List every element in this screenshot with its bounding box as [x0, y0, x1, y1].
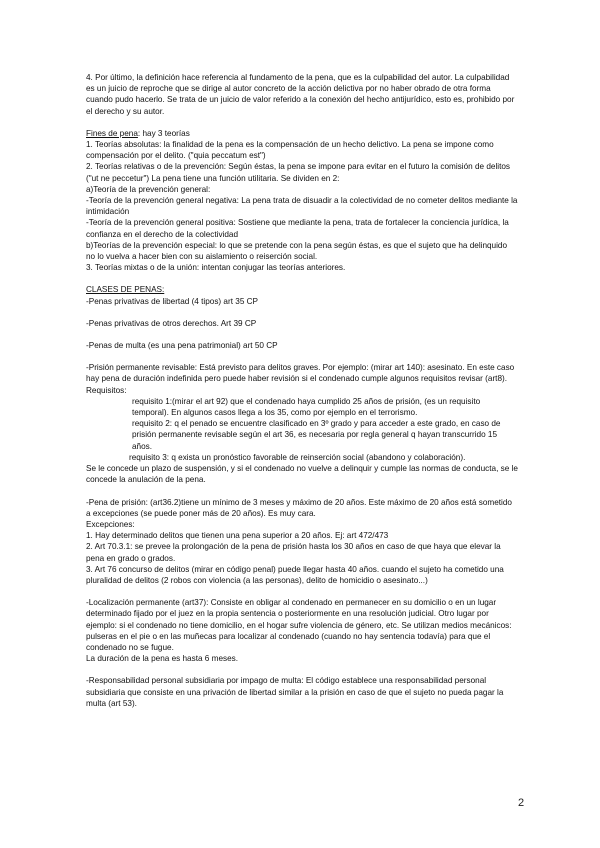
- theory-general-prevention: a)Teoría de la prevención general:: [86, 184, 211, 194]
- page-number: 2: [518, 797, 525, 809]
- requisito-2: requisito 2: q el penado se encuentre clasificado en 3º grado y para acceder a este grado, en caso de prisión permanente revisable según el art 36, es necesaria por regla general q hayan transcurrido 15 años.: [132, 419, 501, 451]
- requisito-3: requisito 3: q exista un pronóstico favorable de reinserción social (abandono y colaboración).: [129, 452, 466, 462]
- responsabilidad-subsidiaria: -Responsabilidad personal subsidiaria por impago de multa: El código establece una responsabilidad personal subsidiaria que consiste en una privación de libertad similar a la prisión en caso de que el sujeto no pueda pagar la multa (art 53).: [86, 676, 504, 708]
- theory-relative: 2. Teorías relativas o de la prevención: Según éstas, la pena se impone para evitar en el futuro la comisión de delitos ("ut ne peccetur") La pena tiene una función utilitaria. Se dividen en 2:: [86, 162, 511, 183]
- theory-general-positive: -Teoría de la prevención general positiva: Sostiene que mediante la pena, trata de fortalecer la conciencia jurídica, la confianza en el derecho de la colectividad: [86, 218, 509, 239]
- excepcion-2: 2. Art 70.3.1: se prevee la prolongación de la pena de prisión hasta los 30 años en caso de que haya que elevar la pena en grado o grados.: [86, 542, 501, 563]
- theory-absolute: 1. Teorías absolutas: la finalidad de la pena es la compensación de un hecho delictivo. La pena se impone como compensación por el delito. ("quia peccatum est"): [86, 140, 494, 161]
- clases-heading: CLASES DE PENAS:: [86, 285, 165, 295]
- fines-heading-line: [86, 128, 518, 139]
- excepciones-label: Excepciones:: [86, 519, 135, 529]
- requisito-1: requisito 1:(mirar el art 92) que el condenado haya cumplido 25 años de prisión, (es un requisito temporal). En algunos casos llega a los 35, como por ejemplo en el terrorismo.: [132, 396, 481, 418]
- localizacion-intro: -Localización permanente (art37): Consiste en obligar al condenado en permanecer en su domicilio o en un lugar determinado fijado por el juez en la propia sentencia o posteriormente en una resolución judicial. Otro lugar por ejemplo: si el condenado no tiene domicilio, en el hogar sufre violencia de género, etc. Se utilizan medios mecánicos: pulseras en el pie o en las muñecas para localizar al condenado (cuando no hay sentencia todavía) para que el condenado no se fugue.: [86, 598, 512, 652]
- theory-mixed: 3. Teorías mixtas o de la unión: intentan conjugar las teorías anteriores.: [86, 263, 346, 273]
- fines-heading: Fines de pena: [86, 128, 138, 138]
- excepcion-1: 1. Hay determinado delitos que tienen una pena superior a 20 años. Ej: art 472/473: [86, 531, 389, 541]
- clase-privativas-libertad: -Penas privativas de libertad (4 tipos) art 35 CP: [86, 296, 259, 306]
- clase-privativas-derechos: -Penas privativas de otros derechos. Art 39 CP: [86, 318, 257, 328]
- theory-general-negative: -Teoría de la prevención general negativa: La pena trata de disuadir a la colectividad de no cometer delitos mediante la intimidación: [86, 196, 518, 217]
- localizacion-duracion: La duración de la pena es hasta 6 meses.: [86, 654, 239, 664]
- excepcion-3: 3. Art 76 concurso de delitos (mirar en código penal) puede llegar hasta 40 años. cuando el sujeto ha cometido una pluralidad de delitos (2 robos con violencia (a las personas), delito de homicidio o asesinato...): [86, 564, 504, 585]
- pena-prision-intro: -Pena de prisión: (art36.2)tiene un mínimo de 3 meses y máximo de 20 años. Este máximo de 20 años está sometido a excepciones (se puede poner más de 20 años). Es muy cara.: [86, 497, 512, 518]
- page-content: [86, 72, 518, 709]
- theory-special-prevention: b)Teorías de la prevención especial: lo que se pretende con la pena según éstas, es que el sujeto que ha delinquido no lo vuelva a hacer bien con su aislamiento o reiserción social.: [86, 240, 508, 262]
- prision-permanente-cierre: Se le concede un plazo de suspensión, y si el condenado no vuelve a delinquir y cumple las normas de conducta, se le concede la anulación de la pena.: [86, 464, 518, 485]
- fines-heading-suffix: : hay 3 teorías: [137, 128, 190, 138]
- paragraph-point-4: 4. Por último, la definición hace referencia al fundamento de la pena, que es la culpabilidad del autor. La culpabilidad es un juicio de reproche que se dirige al autor concreto de la acción delictiva por no haber obrado de otra forma cuando pudo hacerlo. Se trata de un juicio de valor referido a la conexión del hecho antijurídico, esto es, prohibido por el derecho y su autor.: [86, 73, 515, 116]
- clase-multa: -Penas de multa (es una pena patrimonial) art 50 CP: [86, 341, 278, 351]
- requisitos-label: Requisitos:: [86, 385, 127, 395]
- prision-permanente-intro: -Prisión permanente revisable: Está previsto para delitos graves. Por ejemplo: (mirar art 140): asesinato. En este caso hay pena de duración indefinida pero puede haber revisión si el condenado cumple algunos requisitos revisar (art8).: [86, 363, 515, 384]
